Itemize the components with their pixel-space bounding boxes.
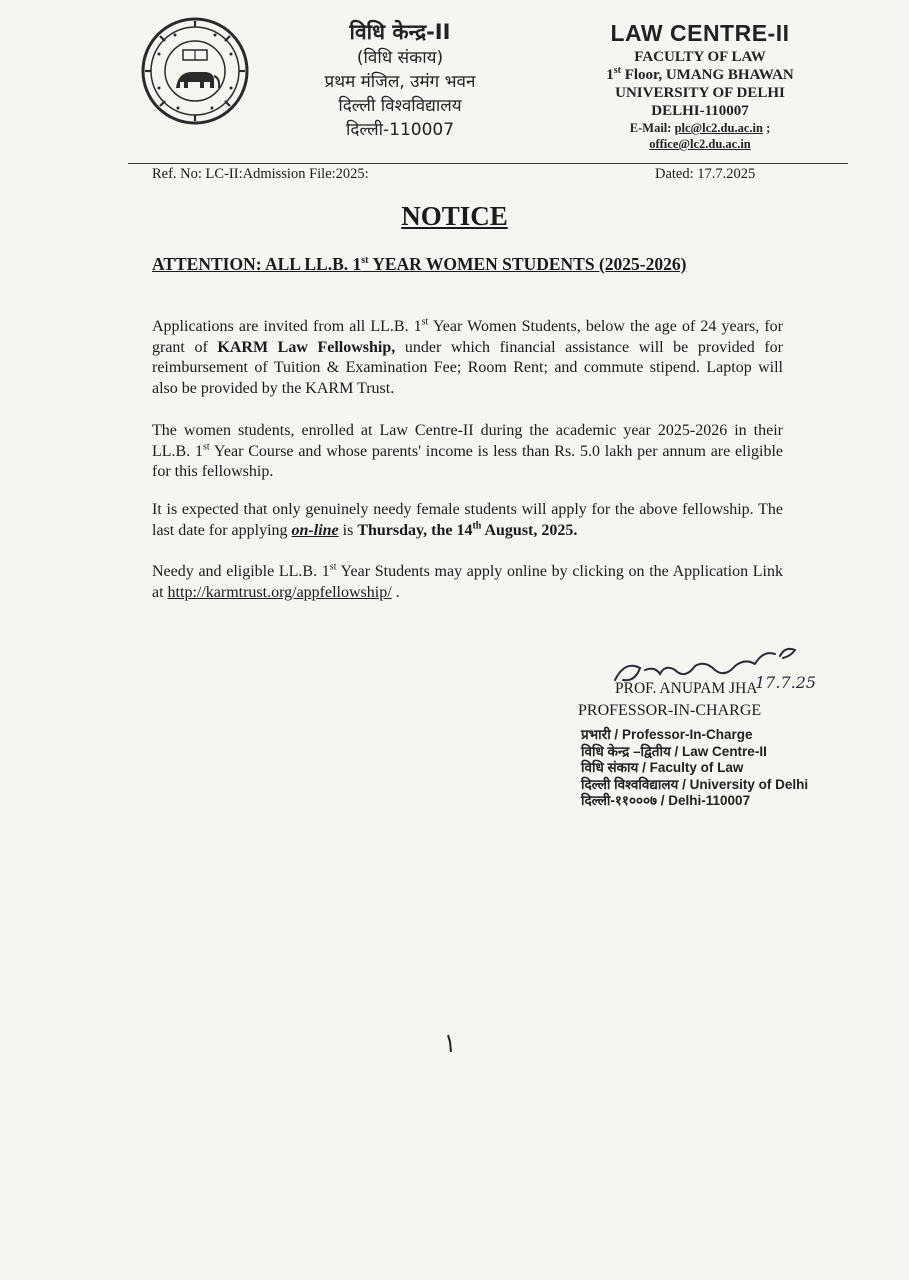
stamp-line: प्रभारी / Professor-In-Charge (581, 727, 753, 742)
letterhead-hindi-address: प्रथम मंजिल, उमंग भवन (324, 72, 476, 92)
stamp-line: विधि केन्द्र –द्वितीय / Law Centre-II (581, 743, 767, 759)
letterhead-english (560, 18, 840, 152)
date-line: Dated: 17.7.2025 (655, 166, 756, 182)
paragraph-apply-link: Needy and eligible LL.B. 1st Year Students may apply online by clicking on the Application Link at http://karmtrust.org/appfellowship/ . (152, 561, 784, 601)
letterhead-hindi-university: दिल्ली विश्वविद्यालय (338, 96, 462, 116)
letterhead-english-address: 1st Floor, UMANG BHAWAN (606, 65, 794, 83)
university-seal-logo (140, 16, 250, 126)
letterhead-hindi-city: दिल्ली-110007 (345, 120, 455, 140)
letterhead-email-office (560, 136, 840, 152)
official-stamp (581, 727, 808, 810)
stamp-line: दिल्ली विश्वविद्यालय / University of Delhi (581, 776, 809, 792)
letterhead-english-university: UNIVERSITY OF DELHI (615, 85, 785, 101)
signatory-name: PROF. ANUPAM JHA (615, 680, 758, 697)
signature-date: 17.7.25 (755, 673, 817, 692)
signatory-title: PROFESSOR-IN-CHARGE (578, 702, 762, 719)
paragraph-eligibility: The women students, enrolled at Law Centre-II during the academic year 2025-2026 in their LL.B. 1st Year Course and whose parents' income is less than Rs. 5.0 lakh per annum are eligible for this fellowship. (152, 422, 784, 480)
reference-number: Ref. No: LC-II:Admission File:2025: (152, 166, 369, 182)
letterhead-hindi-title: विधि केन्द्र-II (349, 20, 451, 44)
letterhead-divider (128, 163, 848, 164)
scan-mark (447, 1034, 452, 1054)
email-link-plc[interactable]: plc@lc2.du.ac.in (674, 121, 763, 135)
letterhead-english-title: LAW CENTRE-II (610, 20, 790, 46)
letterhead-english-faculty: FACULTY OF LAW (634, 49, 766, 65)
paragraph-deadline: It is expected that only genuinely needy female students will apply for the above fellowship. The last date for applying on-line is Thursday, the 14th August, 2025. (152, 501, 783, 539)
stamp-line: दिल्ली-११०००७ / Delhi-110007 (581, 793, 751, 808)
stamp-line: विधि संकाय / Faculty of Law (581, 760, 744, 775)
letterhead-hindi (300, 18, 500, 142)
notice-title: NOTICE (401, 201, 508, 231)
letterhead-hindi-faculty: (विधि संकाय) (356, 48, 444, 68)
letterhead-english-city: DELHI-110007 (651, 103, 749, 119)
application-link[interactable]: http://karmtrust.org/appfellowship/ (167, 583, 392, 601)
email-link-office[interactable]: office@lc2.du.ac.in (649, 137, 751, 151)
letterhead-email: E-Mail: plc@lc2.du.ac.in ; (629, 121, 771, 135)
attention-heading: ATTENTION: ALL LL.B. 1st YEAR WOMEN STUDENTS (2025-2026) (152, 254, 687, 274)
paragraph-applications: Applications are invited from all LL.B. 1st Year Women Students, below the age of 24 years, for grant of KARM Law Fellowship, under which financial assistance will be provided for reimbursement of Tuition & Examination Fee; Room Rent; and commute stipend. Laptop will also be provided by the KARM Trust. (152, 316, 784, 397)
